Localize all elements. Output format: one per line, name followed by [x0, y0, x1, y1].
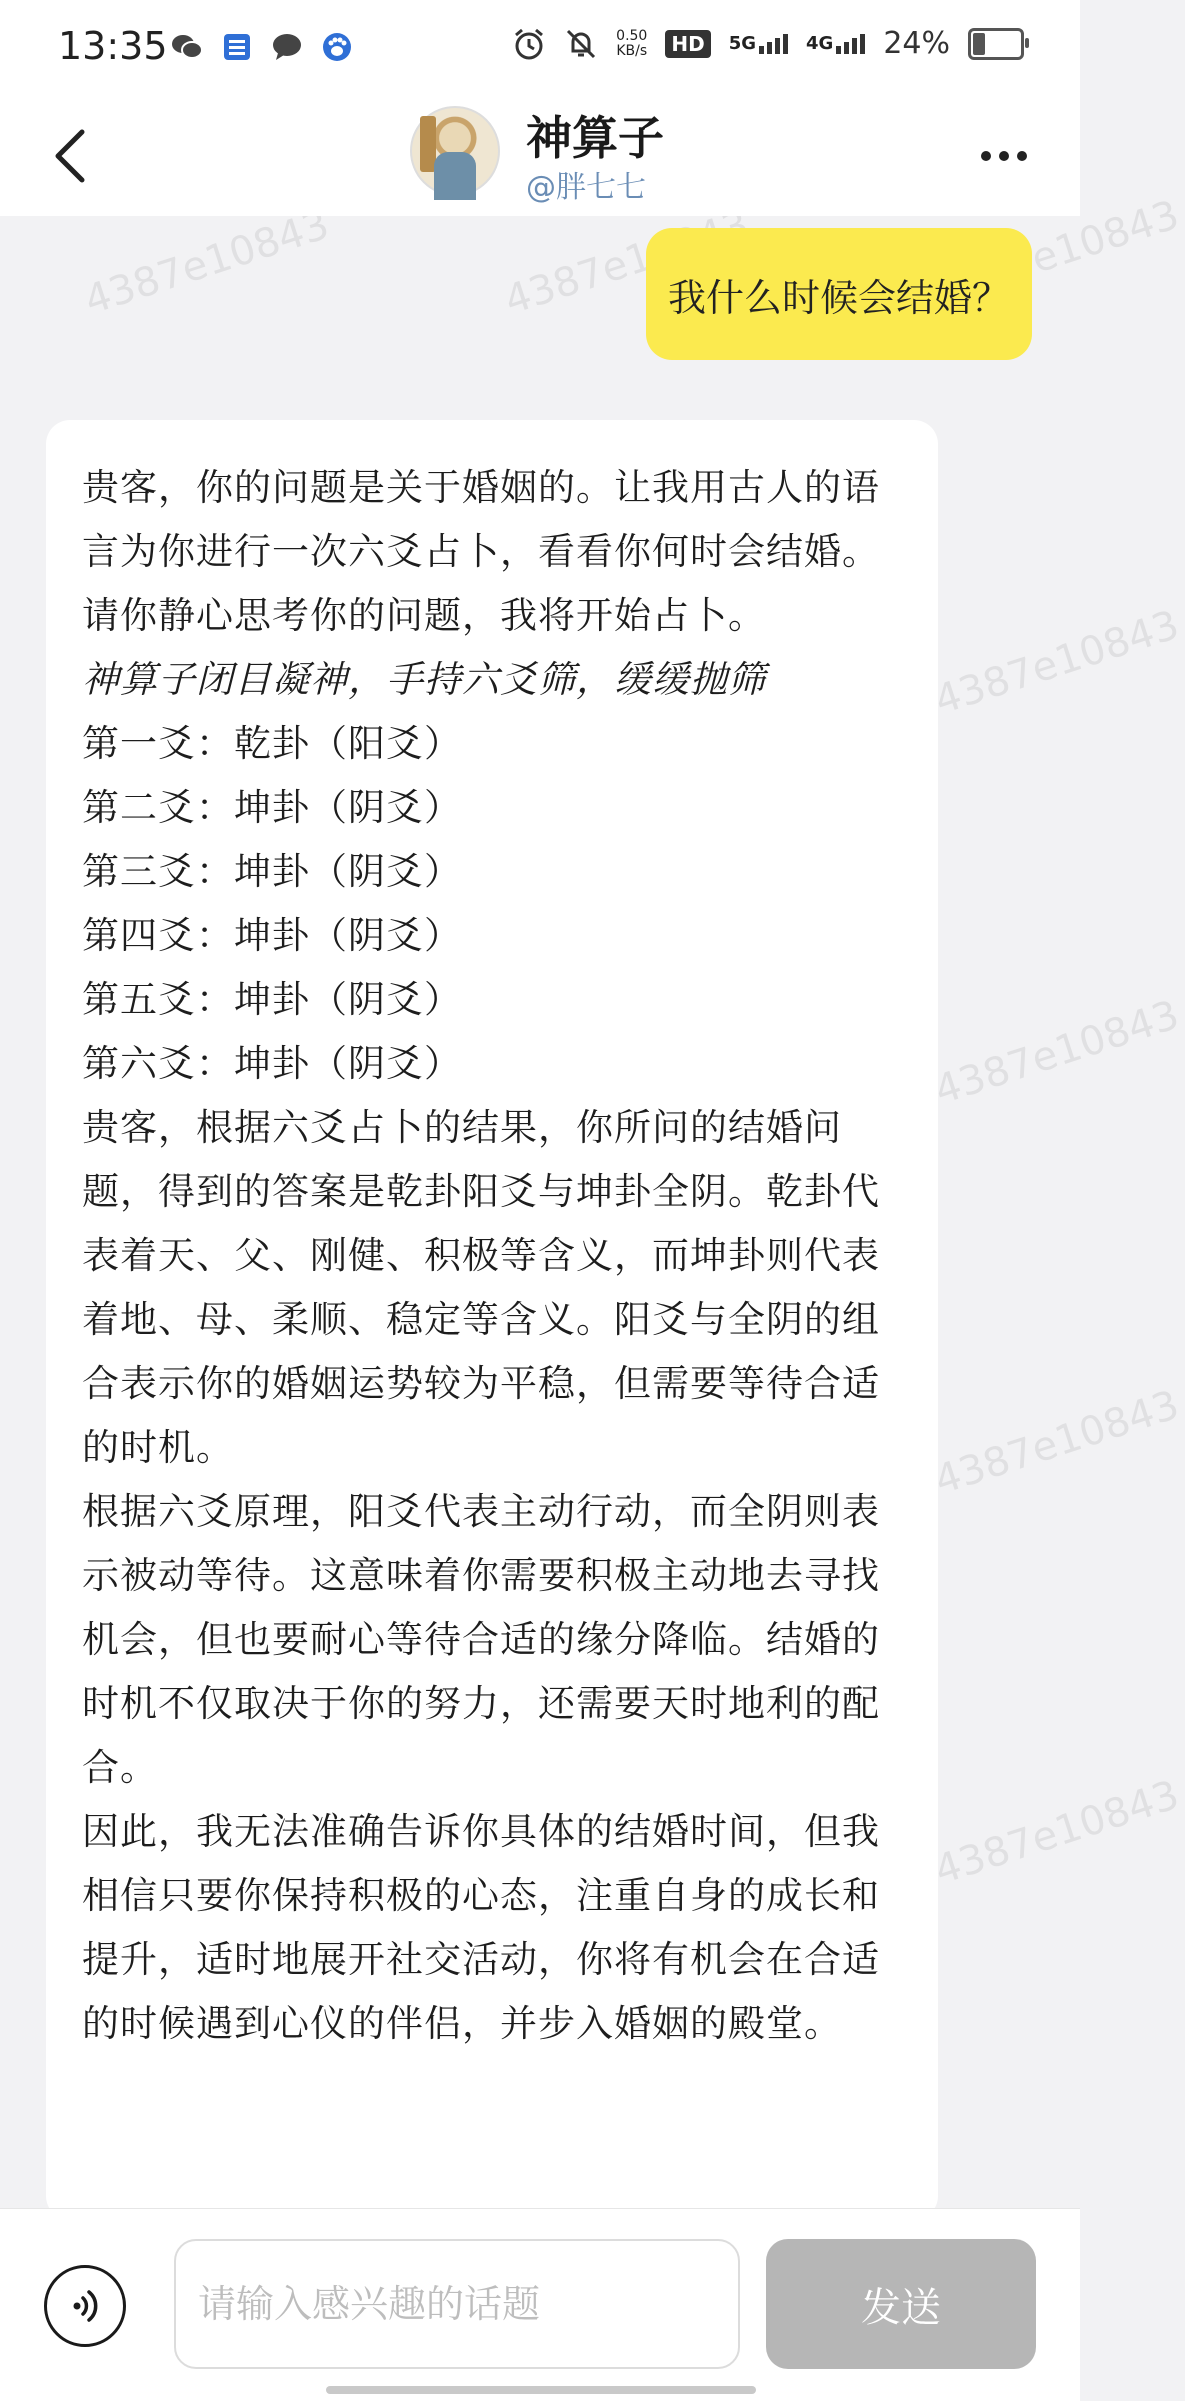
network-speed: 0.50 KB/s [616, 27, 648, 59]
watermark: 4387e10843 [929, 1771, 1185, 1895]
watermark: 4387e10843 [929, 991, 1185, 1115]
message-paragraph: 第四爻：坤卦（阴爻） [82, 914, 462, 957]
battery-icon [968, 28, 1024, 60]
user-message-bubble[interactable]: 我什么时候会结婚？ [646, 228, 1032, 360]
status-right-group [512, 26, 1024, 61]
contact-name: 神算子 [526, 111, 664, 165]
alarm-icon [512, 27, 546, 61]
input-bar [0, 2208, 1080, 2401]
watermark: 4387e10843 [929, 191, 1185, 315]
topic-input[interactable] [174, 2239, 740, 2369]
chat-header [0, 96, 1080, 216]
signal-bars-icon [759, 34, 788, 54]
wechat-icon [170, 30, 204, 64]
status-bar [0, 0, 1080, 96]
notification-icons [170, 30, 354, 64]
watermark: 4387e10843 [499, 201, 755, 325]
contact-handle[interactable]: @胖七七 [526, 170, 646, 205]
battery-percent: 24% [883, 26, 950, 61]
message-icon [270, 30, 304, 64]
message-paragraph: 贵客，你的问题是关于婚姻的。让我用古人的语言为你进行一次六爻占卜，看看你何时会结婚。 [82, 466, 880, 573]
message-paragraph: 第六爻：坤卦（阴爻） [82, 1042, 462, 1085]
status-time: 13:35 [58, 24, 168, 68]
avatar[interactable] [410, 106, 500, 196]
message-paragraph: 第三爻：坤卦（阴爻） [82, 850, 462, 893]
hd-badge: HD [665, 30, 710, 58]
message-paragraph-italic: 神算子闭目凝神，手持六爻筛，缓缓抛筛 [82, 658, 766, 701]
back-button[interactable] [30, 116, 110, 196]
more-options-button[interactable] [964, 126, 1044, 186]
message-paragraph: 请你静心思考你的问题，我将开始占卜。 [82, 594, 766, 637]
watermark: 4387e10843 [79, 201, 335, 325]
message-paragraph: 因此，我无法准确告诉你具体的结婚时间，但我相信只要你保持积极的心态，注重自身的成长和提升，适时地展开社交活动，你将有机会在合适的时候遇到心仪的伴侣，并步入婚姻的殿堂。 [82, 1810, 880, 2045]
signal-5g: 5G [729, 33, 788, 54]
dot-icon [981, 151, 991, 161]
signal-bars-icon [836, 34, 865, 54]
voice-input-button[interactable] [44, 2265, 126, 2347]
send-button[interactable]: 发送 [766, 2239, 1036, 2369]
mute-icon [564, 27, 598, 61]
message-paragraph: 贵客，根据六爻占卜的结果，你所问的结婚问题，得到的答案是乾卦阳爻与坤卦全阴。乾卦代表着天、父、刚健、积极等含义，而坤卦则代表着地、母、柔顺、稳定等含义。阳爻与全阴的组合表示你的婚姻运势较为平稳，但需要等待合适的时机。 [82, 1106, 880, 1469]
message-paragraph: 第二爻：坤卦（阴爻） [82, 786, 462, 829]
message-paragraph: 第一爻：乾卦（阳爻） [82, 722, 462, 765]
voice-icon [63, 2284, 107, 2328]
dot-icon [999, 151, 1009, 161]
paw-icon [320, 30, 354, 64]
dot-icon [1017, 151, 1027, 161]
home-indicator[interactable] [326, 2386, 756, 2394]
message-paragraph: 第五爻：坤卦（阴爻） [82, 978, 462, 1021]
message-paragraph: 根据六爻原理，阳爻代表主动行动，而全阴则表示被动等待。这意味着你需要积极主动地去寻找机会，但也要耐心等待合适的缘分降临。结婚的时机不仅取决于你的努力，还需要天时地利的配合。 [82, 1490, 880, 1789]
signal-4g: 4G [806, 33, 865, 54]
watermark: 4387e10843 [929, 601, 1185, 725]
app-notification-icon [220, 30, 254, 64]
bot-message-bubble[interactable] [46, 420, 938, 2220]
chevron-left-icon [50, 126, 90, 186]
watermark: 4387e10843 [929, 1381, 1185, 1505]
